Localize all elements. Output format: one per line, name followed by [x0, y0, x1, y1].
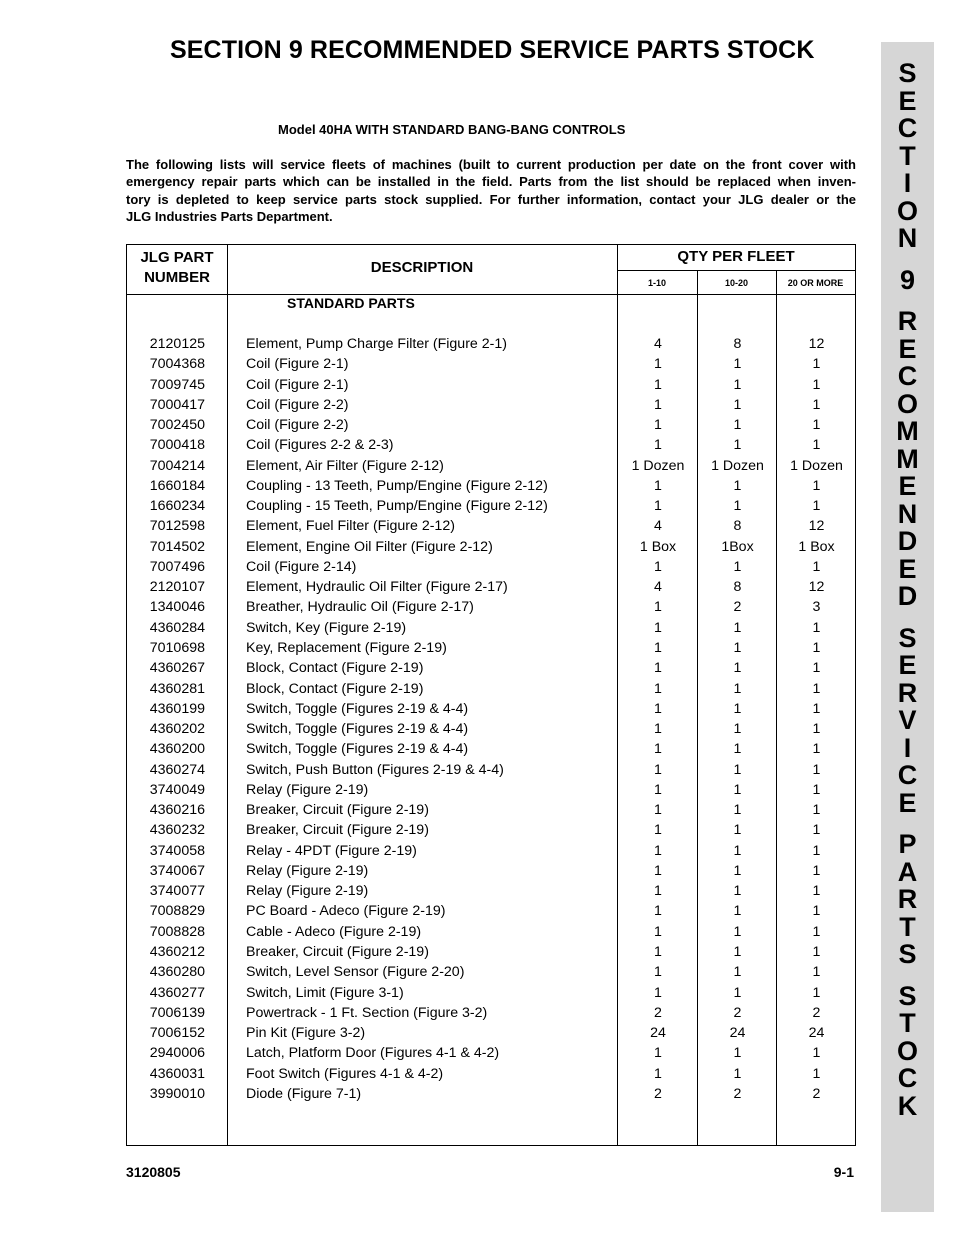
- table-row: [127, 942, 855, 962]
- qty-20-or-more-cell: 1: [812, 396, 821, 413]
- qty-20-or-more-cell: 1: [812, 619, 821, 636]
- side-tab-word: [897, 60, 918, 253]
- part-number-header: [127, 248, 227, 288]
- qty-20-or-more-cell: 1: [812, 680, 821, 697]
- table-row: [127, 537, 855, 557]
- qty-10-20-cell: 1: [733, 558, 742, 575]
- part-number-cell: 4360199: [149, 700, 205, 717]
- side-tab-letter: T: [899, 140, 916, 171]
- description-cell: Block, Contact (Figure 2-19): [246, 680, 424, 697]
- qty-20-or-more-cell: 1: [812, 437, 821, 454]
- side-tab-letter: T: [899, 911, 916, 942]
- table-row: [127, 577, 855, 597]
- qty-1-10-cell: 1: [654, 1065, 662, 1082]
- qty-20-or-more-cell: 12: [808, 579, 825, 596]
- qty-10-20-cell: 1: [733, 964, 742, 981]
- part-number-cell: 4360274: [149, 761, 205, 778]
- qty-1-10-cell: 1: [654, 396, 662, 413]
- part-number-cell: 3740077: [149, 883, 205, 900]
- qty-20-or-more-cell: 1: [812, 984, 821, 1001]
- table-row: [127, 780, 855, 800]
- qty-10-20-cell: 1: [733, 1045, 742, 1062]
- qty-20-or-more-cell: 1: [812, 781, 821, 798]
- part-number-cell: 2120125: [149, 336, 205, 352]
- qty-20-or-more-cell: 1 Dozen: [790, 457, 843, 474]
- qty-1-10-cell: 1: [654, 1045, 662, 1062]
- part-number-cell: 4360031: [149, 1065, 205, 1082]
- table-row: [127, 1023, 855, 1043]
- side-tab-letter: R: [897, 884, 918, 914]
- side-tab-letter: M: [896, 443, 919, 474]
- part-number-cell: 4360216: [149, 802, 205, 819]
- description-cell: Switch, Level Sensor (Figure 2-20): [246, 964, 465, 981]
- table-row: [127, 719, 855, 739]
- qty-10-20-cell: 1: [733, 376, 742, 393]
- part-number-cell: 7004214: [149, 457, 205, 474]
- part-number-cell: 3740067: [149, 862, 205, 879]
- side-tab-word: [897, 622, 918, 818]
- part-number-cell: 7010698: [149, 639, 205, 656]
- description-cell: Block, Contact (Figure 2-19): [246, 660, 424, 677]
- qty-10-20-cell: 1: [733, 842, 742, 859]
- qty-1-10-cell: 1: [654, 721, 662, 738]
- table-row: [127, 415, 855, 435]
- description-cell: Coil (Figure 2-14): [246, 558, 357, 575]
- table-row: [127, 638, 855, 658]
- part-number-cell: 1340046: [149, 599, 205, 616]
- qty-10-20-cell: 1: [733, 741, 742, 758]
- qty-1-10-cell: 1: [654, 842, 662, 859]
- qty-20-or-more-cell: 1: [812, 923, 821, 940]
- qty-1-10-cell: 1: [654, 619, 662, 636]
- side-tab-word: [896, 308, 919, 611]
- qty-20-or-more-cell: 12: [808, 518, 825, 535]
- qty-1-10-cell: 1: [654, 923, 662, 940]
- description-cell: Coil (Figures 2-2 & 2-3): [246, 437, 394, 454]
- qty-20-or-more-cell: 1: [812, 761, 821, 778]
- qty-10-20-cell: 1Box: [721, 538, 754, 555]
- description-cell: Coil (Figure 2-2): [246, 396, 349, 413]
- qty-1-10-cell: 24: [650, 1025, 666, 1042]
- description-cell: Element, Pump Charge Filter (Figure 2-1): [246, 336, 507, 352]
- qty-20-or-more-cell: 1: [812, 558, 821, 575]
- table-row: [127, 901, 855, 921]
- part-number-cell: 7006139: [149, 1004, 205, 1021]
- side-tab-letter: V: [898, 705, 917, 735]
- side-tab-letter: I: [903, 168, 912, 198]
- qty-1-10-cell: 1: [654, 417, 662, 434]
- qty-10-20-cell: 1: [733, 943, 742, 960]
- qty-20-or-more-cell: 1: [812, 802, 821, 819]
- qty-10-20-cell: 1: [733, 639, 742, 656]
- part-number-cell: 4360267: [149, 660, 205, 677]
- description-cell: Latch, Platform Door (Figures 4-1 & 4-2): [246, 1045, 500, 1062]
- description-cell: Coil (Figure 2-1): [246, 356, 349, 373]
- qty-1-10-cell: 1: [654, 558, 662, 575]
- qty-20-or-more-cell: 1: [812, 1065, 821, 1082]
- description-cell: Switch, Toggle (Figures 2-19 & 4-4): [246, 700, 469, 717]
- qty-1-10-cell: 4: [654, 579, 662, 596]
- qty-1-10-cell: 1: [654, 498, 662, 515]
- qty-20-or-more-cell: 1: [812, 356, 821, 373]
- description-cell: Cable - Adeco (Figure 2-19): [246, 923, 422, 940]
- table-row: [127, 983, 855, 1003]
- description-cell: Element, Hydraulic Oil Filter (Figure 2-17): [246, 579, 508, 596]
- table-row: [127, 354, 855, 374]
- qty-10-20-cell: 24: [729, 1025, 746, 1042]
- side-tab-letter: S: [898, 622, 917, 653]
- table-row: [127, 597, 855, 617]
- qty-20-or-more-cell: 1: [812, 498, 821, 515]
- qty-1-10-cell: 1 Dozen: [631, 457, 685, 474]
- part-number-cell: 3990010: [149, 1085, 205, 1102]
- qty-1-10-cell: 1: [654, 356, 662, 373]
- table-row: [127, 1084, 855, 1104]
- qty-1-10-cell: 1: [654, 943, 662, 960]
- qty-20-or-more-cell: 2: [812, 1085, 821, 1102]
- document-number: 3120805: [126, 1164, 181, 1180]
- qty-1-10-cell: 1: [654, 700, 662, 717]
- qty-1-10-cell: 1: [654, 639, 662, 656]
- description-cell: Switch, Push Button (Figures 2-19 & 4-4): [246, 761, 504, 778]
- qty-10-20-cell: 1: [733, 802, 742, 819]
- side-tab-word: [899, 264, 916, 295]
- qty-10-20-cell: 1: [733, 700, 742, 717]
- table-row: [127, 557, 855, 577]
- table-row: [127, 476, 855, 496]
- qty-10-20-cell: 1: [733, 862, 742, 879]
- description-cell: Switch, Limit (Figure 3-1): [246, 984, 404, 1001]
- description-cell: Element, Air Filter (Figure 2-12): [246, 457, 444, 474]
- part-number-cell: 4360277: [149, 984, 205, 1001]
- description-cell: Relay - 4PDT (Figure 2-19): [246, 842, 417, 859]
- qty-20-or-more-cell: 1: [812, 721, 821, 738]
- qty-col-header-3: 20 OR MORE: [787, 278, 844, 288]
- side-tab-letter: R: [897, 306, 918, 336]
- side-tab-letter: O: [896, 195, 918, 226]
- part-number-cell: 4360284: [149, 619, 205, 636]
- part-number-cell: 1660234: [149, 498, 205, 515]
- qty-10-20-cell: 1: [733, 396, 742, 413]
- description-cell: Relay (Figure 2-19): [246, 862, 369, 879]
- table-row: [127, 699, 855, 719]
- qty-20-or-more-cell: 1 Box: [798, 538, 835, 555]
- qty-20-or-more-cell: 1: [812, 639, 821, 656]
- side-tab-vertical-text: [881, 60, 934, 1134]
- table-row: [127, 962, 855, 982]
- side-tab-word: [898, 831, 918, 969]
- qty-10-20-cell: 8: [733, 336, 742, 352]
- description-cell: Diode (Figure 7-1): [246, 1085, 362, 1102]
- parts-rows: [127, 334, 855, 1104]
- qty-1-10-cell: 1 Box: [639, 538, 677, 555]
- qty-1-10-cell: 4: [654, 518, 662, 535]
- qty-20-or-more-cell: 1: [812, 376, 821, 393]
- side-tab-letter: C: [897, 760, 918, 790]
- table-row: [127, 658, 855, 678]
- table-row: [127, 334, 855, 354]
- qty-10-20-cell: 1: [733, 477, 742, 494]
- part-number-header-line: NUMBER: [144, 269, 210, 286]
- intro-line: JLG Industries Parts Department.: [126, 208, 333, 224]
- description-cell: Coupling - 15 Teeth, Pump/Engine (Figure 2-12): [246, 498, 548, 515]
- description-cell: Pin Kit (Figure 3-2): [246, 1025, 366, 1042]
- part-number-cell: 4360200: [149, 741, 205, 758]
- qty-20-or-more-cell: 1: [812, 862, 821, 879]
- qty-20-or-more-cell: 1: [812, 1045, 821, 1062]
- qty-10-20-cell: 1: [733, 822, 742, 839]
- part-number-cell: 7007496: [149, 558, 205, 575]
- side-tab-letter: E: [898, 787, 917, 818]
- description-cell: Switch, Key (Figure 2-19): [246, 619, 407, 636]
- qty-col-header-1: 1-10: [647, 278, 666, 288]
- table-row: [127, 395, 855, 415]
- qty-1-10-cell: 1: [654, 883, 662, 900]
- side-tab-letter: N: [897, 498, 918, 529]
- part-number-cell: 4360280: [149, 964, 205, 981]
- intro-line: The following lists will service fleets of machines (built to current production per date on the front cover with: [126, 157, 856, 172]
- qty-1-10-cell: 1: [654, 984, 662, 1001]
- description-cell: Relay (Figure 2-19): [246, 781, 369, 798]
- table-row: [127, 516, 855, 536]
- qty-10-20-cell: 1: [733, 903, 742, 920]
- part-number-cell: 7008828: [149, 923, 205, 940]
- qty-1-10-cell: 1: [654, 862, 662, 879]
- qty-20-or-more-cell: 1: [812, 417, 821, 434]
- qty-20-or-more-cell: 1: [812, 477, 821, 494]
- qty-20-or-more-cell: 24: [808, 1025, 825, 1042]
- description-cell: Switch, Toggle (Figures 2-19 & 4-4): [246, 721, 469, 738]
- qty-10-20-cell: 1: [733, 923, 742, 940]
- part-number-header-line: JLG PART: [140, 249, 214, 266]
- qty-1-10-cell: 1: [654, 761, 662, 778]
- description-cell: Element, Engine Oil Filter (Figure 2-12): [246, 538, 493, 555]
- qty-20-or-more-cell: 1: [812, 964, 821, 981]
- description-header: DESCRIPTION: [370, 259, 474, 276]
- qty-20-or-more-cell: 1: [812, 943, 821, 960]
- part-number-cell: 7000417: [149, 396, 205, 413]
- description-cell: PC Board - Adeco (Figure 2-19): [246, 903, 446, 920]
- intro-line: emergency repair parts which can be installed in the field. Parts from the list should be replaced when inven-: [126, 174, 856, 190]
- qty-1-10-cell: 1: [654, 437, 662, 454]
- table-row: [127, 456, 855, 476]
- side-tab-letter: S: [898, 939, 917, 969]
- part-number-cell: 1660184: [149, 477, 205, 494]
- qty-10-20-cell: 1: [733, 984, 742, 1001]
- qty-1-10-cell: 1: [654, 680, 662, 697]
- qty-10-20-cell: 2: [733, 1085, 742, 1102]
- model-heading: Model 40HA WITH STANDARD BANG-BANG CONTROLS: [278, 122, 626, 137]
- side-tab-letter: S: [898, 980, 917, 1011]
- qty-20-or-more-cell: 1: [812, 660, 821, 677]
- qty-20-or-more-cell: 12: [808, 336, 825, 352]
- qty-per-fleet-header: QTY PER FLEET: [677, 248, 795, 265]
- qty-10-20-cell: 1: [733, 498, 742, 515]
- qty-20-or-more-cell: 1: [812, 700, 821, 717]
- qty-10-20-cell: 1: [733, 680, 742, 697]
- description-cell: Element, Fuel Filter (Figure 2-12): [246, 518, 455, 535]
- part-number-cell: 4360281: [149, 680, 205, 697]
- description-cell: Breaker, Circuit (Figure 2-19): [246, 802, 429, 819]
- qty-10-20-cell: 1: [733, 1065, 742, 1082]
- description-cell: Coil (Figure 2-2): [246, 417, 349, 434]
- table-row: [127, 861, 855, 881]
- side-tab-letter: A: [897, 856, 918, 887]
- table-row: [127, 922, 855, 942]
- table-row: [127, 435, 855, 455]
- qty-20-or-more-cell: 1: [812, 741, 821, 758]
- qty-10-20-cell: 1: [733, 660, 742, 677]
- description-cell: Switch, Toggle (Figures 2-19 & 4-4): [246, 741, 469, 758]
- intro-line: tory is depleted to keep service parts stock supplied. For further information, contact your JLG dealer or the: [126, 191, 856, 207]
- side-tab-letter: D: [897, 526, 918, 556]
- side-tab-letter: E: [898, 650, 917, 680]
- group-label: STANDARD PARTS: [287, 295, 415, 311]
- qty-1-10-cell: 2: [654, 1004, 662, 1021]
- side-section-tab: [881, 42, 934, 1212]
- table-row: [127, 679, 855, 699]
- side-tab-letter: I: [903, 732, 912, 763]
- qty-10-20-cell: 1: [733, 781, 742, 798]
- qty-1-10-cell: 1: [654, 781, 662, 798]
- side-tab-letter: M: [896, 416, 919, 446]
- part-number-cell: 7004368: [149, 356, 205, 373]
- side-tab-letter: 9: [899, 264, 916, 295]
- part-number-cell: 2120107: [149, 579, 205, 596]
- table-row: [127, 496, 855, 516]
- part-number-cell: 7000418: [149, 437, 205, 454]
- table-row: [127, 375, 855, 395]
- side-tab-letter: E: [898, 553, 917, 584]
- side-tab-letter: O: [896, 388, 918, 419]
- side-tab-letter: D: [897, 581, 918, 611]
- qty-1-10-cell: 1: [654, 660, 662, 677]
- description-cell: Relay (Figure 2-19): [246, 883, 369, 900]
- table-row: [127, 760, 855, 780]
- side-tab-letter: C: [897, 361, 918, 391]
- qty-10-20-cell: 1: [733, 619, 742, 636]
- qty-10-20-cell: 1: [733, 761, 742, 778]
- qty-10-20-cell: 2: [733, 599, 742, 616]
- qty-20-or-more-cell: 1: [812, 903, 821, 920]
- side-tab-letter: S: [898, 58, 917, 88]
- description-cell: Coil (Figure 2-1): [246, 376, 349, 393]
- side-tab-letter: R: [897, 677, 918, 708]
- header-divider: [617, 270, 855, 271]
- table-row: [127, 739, 855, 759]
- description-cell: Powertrack - 1 Ft. Section (Figure 3-2): [246, 1004, 488, 1021]
- part-number-cell: 7008829: [149, 903, 205, 920]
- qty-1-10-cell: 1: [654, 477, 662, 494]
- part-number-cell: 4360232: [149, 822, 205, 839]
- qty-20-or-more-cell: 2: [812, 1004, 821, 1021]
- qty-10-20-cell: 1: [733, 721, 742, 738]
- qty-10-20-cell: 2: [733, 1004, 742, 1021]
- qty-10-20-cell: 1: [733, 417, 742, 434]
- description-cell: Key, Replacement (Figure 2-19): [246, 639, 447, 656]
- table-row: [127, 800, 855, 820]
- part-number-cell: 4360202: [149, 721, 205, 738]
- qty-1-10-cell: 2: [654, 1085, 662, 1102]
- qty-1-10-cell: 1: [654, 741, 662, 758]
- part-number-cell: 7006152: [149, 1025, 205, 1042]
- side-tab-letter: N: [897, 223, 918, 253]
- table-row: [127, 1003, 855, 1023]
- qty-1-10-cell: 4: [654, 336, 662, 352]
- table-row: [127, 820, 855, 840]
- part-number-cell: 3740058: [149, 842, 205, 859]
- header-bottom-rule: [127, 294, 855, 295]
- qty-1-10-cell: 1: [654, 903, 662, 920]
- part-number-cell: 4360212: [149, 943, 205, 960]
- side-tab-letter: K: [897, 1090, 918, 1121]
- qty-1-10-cell: 1: [654, 822, 662, 839]
- part-number-cell: 7012598: [149, 518, 205, 535]
- qty-1-10-cell: 1: [654, 802, 662, 819]
- qty-10-20-cell: 8: [733, 518, 742, 535]
- intro-paragraph: [126, 156, 856, 225]
- side-tab-letter: E: [898, 85, 917, 116]
- description-cell: Breaker, Circuit (Figure 2-19): [246, 822, 429, 839]
- qty-20-or-more-cell: 3: [812, 599, 821, 616]
- qty-10-20-cell: 8: [733, 579, 742, 596]
- page-number: 9-1: [833, 1164, 854, 1180]
- qty-20-or-more-cell: 1: [812, 883, 821, 900]
- description-cell: Foot Switch (Figures 4-1 & 4-2): [246, 1065, 444, 1082]
- description-cell: Breather, Hydraulic Oil (Figure 2-17): [246, 599, 474, 616]
- side-tab-letter: E: [898, 471, 917, 501]
- section-title: SECTION 9 RECOMMENDED SERVICE PARTS STOCK: [170, 36, 815, 64]
- part-number-cell: 2940006: [149, 1045, 205, 1062]
- qty-1-10-cell: 1: [654, 964, 662, 981]
- side-tab-letter: E: [898, 333, 917, 364]
- part-number-cell: 7014502: [149, 538, 205, 555]
- qty-col-header-2: 10-20: [724, 278, 749, 288]
- table-row: [127, 841, 855, 861]
- table-row: [127, 1064, 855, 1084]
- side-tab-letter: P: [898, 829, 917, 859]
- part-number-cell: 3740049: [149, 781, 205, 798]
- qty-10-20-cell: 1: [733, 437, 742, 454]
- qty-20-or-more-cell: 1: [812, 842, 821, 859]
- description-cell: Breaker, Circuit (Figure 2-19): [246, 943, 429, 960]
- part-number-cell: 7002450: [149, 417, 205, 434]
- qty-20-or-more-cell: 1: [812, 822, 821, 839]
- side-tab-letter: T: [899, 1008, 916, 1038]
- qty-1-10-cell: 1: [654, 376, 662, 393]
- side-tab-letter: C: [897, 113, 918, 143]
- part-number-cell: 7009745: [149, 376, 205, 393]
- table-row: [127, 618, 855, 638]
- parts-table: [126, 244, 856, 1146]
- side-tab-letter: O: [896, 1035, 918, 1066]
- side-tab-word: [896, 980, 918, 1121]
- table-row: [127, 881, 855, 901]
- qty-10-20-cell: 1: [733, 356, 742, 373]
- qty-1-10-cell: 1: [654, 599, 662, 616]
- description-cell: Coupling - 13 Teeth, Pump/Engine (Figure 2-12): [246, 477, 548, 494]
- side-tab-letter: C: [897, 1063, 918, 1093]
- qty-10-20-cell: 1 Dozen: [711, 457, 764, 474]
- qty-10-20-cell: 1: [733, 883, 742, 900]
- table-row: [127, 1043, 855, 1063]
